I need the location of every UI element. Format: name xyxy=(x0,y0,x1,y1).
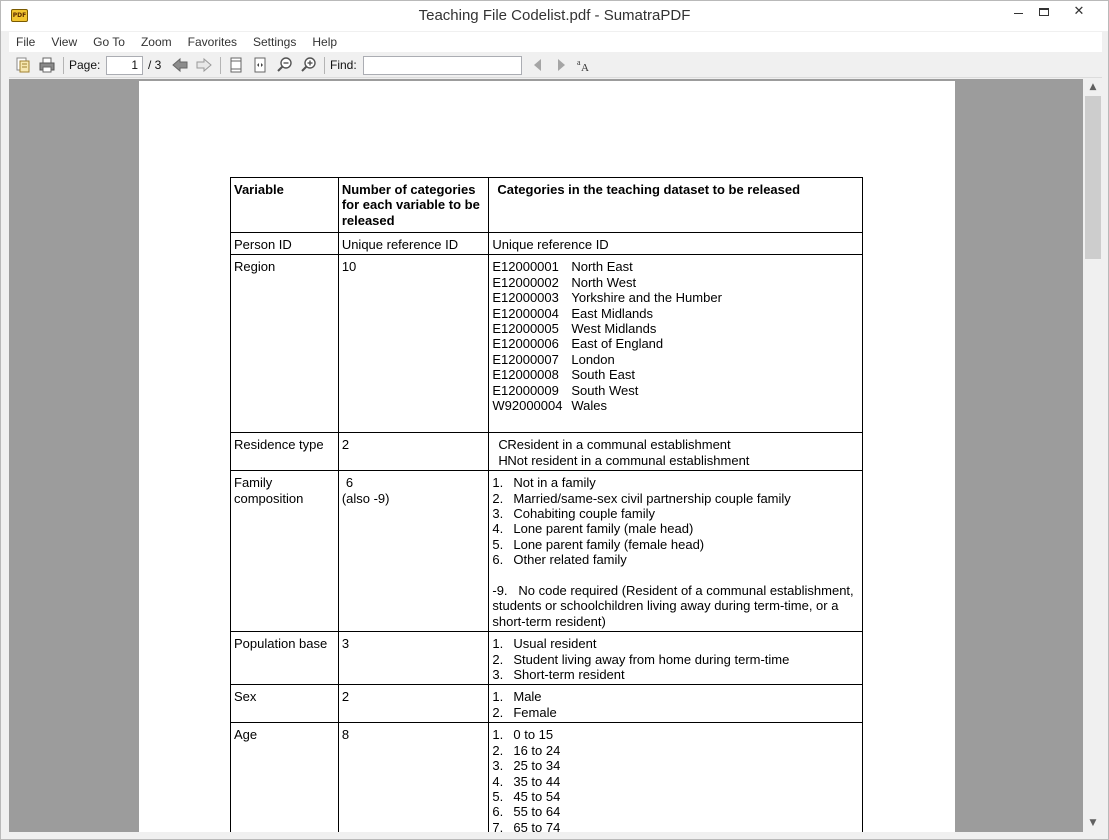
item-number: 1. xyxy=(492,636,504,652)
find-prev-icon[interactable] xyxy=(529,56,547,74)
item-number: 2. xyxy=(492,704,504,720)
item-text: Short-term resident xyxy=(513,667,625,683)
list-item xyxy=(492,689,859,704)
menu-zoom[interactable]: Zoom xyxy=(140,35,172,49)
region-name: East Midlands xyxy=(571,305,654,321)
item-text: Cohabiting couple family xyxy=(513,506,655,522)
page-label: Page: xyxy=(69,58,101,72)
close-icon: ✕ xyxy=(1073,4,1085,19)
menu-favorites[interactable]: Favorites xyxy=(187,35,237,49)
scroll-down-icon[interactable]: ▼ xyxy=(1089,818,1097,828)
item-number: 1. xyxy=(492,475,504,491)
region-name: North East xyxy=(571,259,633,275)
find-label: Find: xyxy=(330,58,357,72)
list-item xyxy=(492,383,859,398)
item-number: 1. xyxy=(492,727,504,743)
item-text: Student living away from home during term-time xyxy=(513,651,790,667)
menu-goto[interactable]: Go To xyxy=(93,35,125,49)
item-number: 5. xyxy=(492,536,504,552)
table-row-residence-type xyxy=(231,433,863,471)
item-text: 55 to 64 xyxy=(513,804,561,820)
item-number: 3. xyxy=(492,506,504,522)
region-code: E12000003 xyxy=(492,290,559,306)
cell-variable: Person ID xyxy=(231,233,339,255)
count-note: (also -9) xyxy=(341,490,390,506)
item-text: Female xyxy=(513,704,557,720)
list-item xyxy=(492,259,859,274)
page-number-input[interactable]: 1 xyxy=(106,56,143,75)
table-header-row xyxy=(231,178,863,233)
header-variable: Variable xyxy=(231,178,339,233)
list-item xyxy=(492,437,859,452)
cell-count: 8 xyxy=(338,723,489,832)
list-item xyxy=(492,398,859,413)
item-text: 45 to 54 xyxy=(513,788,561,804)
item-text: 65 to 74 xyxy=(513,819,561,832)
region-code: E12000008 xyxy=(492,367,559,383)
item-text: Other related family xyxy=(513,552,627,568)
category-code: C xyxy=(498,437,508,453)
vertical-scrollbar[interactable] xyxy=(1084,79,1102,832)
item-number: 5. xyxy=(492,788,504,804)
find-input[interactable] xyxy=(363,56,522,75)
header-num-categories: Number of categories for each variable to be released xyxy=(338,178,489,233)
item-text: 0 to 15 xyxy=(513,727,554,743)
item-number: 2. xyxy=(492,490,504,506)
cell-categories xyxy=(489,685,863,723)
no-code-note: -9. No code required (Resident of a communal establishment, students or schoolchildren living away during term-time, or a short-term resident) xyxy=(492,583,858,629)
cell-count: 2 xyxy=(338,433,489,471)
prev-page-icon[interactable] xyxy=(171,56,189,74)
list-item xyxy=(492,789,859,804)
item-number: 3. xyxy=(492,667,504,683)
open-icon[interactable] xyxy=(14,56,32,74)
scroll-thumb[interactable] xyxy=(1085,96,1101,259)
region-code: E12000004 xyxy=(492,305,559,321)
zoom-out-icon[interactable] xyxy=(276,56,294,74)
list-item xyxy=(492,537,859,552)
item-number: 7. xyxy=(492,819,504,832)
list-item xyxy=(492,743,859,758)
next-page-icon[interactable] xyxy=(195,56,213,74)
list-item xyxy=(492,491,859,506)
list-item xyxy=(492,667,859,682)
list-item xyxy=(492,367,859,382)
menu-bar xyxy=(9,32,1102,52)
region-name: East of England xyxy=(571,336,664,352)
category-name: Not resident in a communal establishment xyxy=(507,452,750,468)
table-row-sex xyxy=(231,685,863,723)
list-item xyxy=(492,727,859,742)
list-item xyxy=(492,774,859,789)
list-item xyxy=(492,475,859,490)
maximize-icon xyxy=(1039,8,1049,16)
item-number: 2. xyxy=(492,742,504,758)
region-code: E12000002 xyxy=(492,274,559,290)
region-code: E12000009 xyxy=(492,382,559,398)
fit-page-icon[interactable] xyxy=(227,56,245,74)
maximize-button[interactable] xyxy=(1029,1,1059,25)
sumatra-logo-icon: PDF xyxy=(11,9,28,22)
cell-count: 10 xyxy=(338,255,489,433)
region-code: E12000007 xyxy=(492,351,559,367)
cell-count: Unique reference ID xyxy=(338,233,489,255)
list-item xyxy=(492,820,859,832)
cell-variable: Family composition xyxy=(231,471,339,632)
cell-categories: Unique reference ID xyxy=(489,233,863,255)
region-name: West Midlands xyxy=(571,321,657,337)
table-row-region xyxy=(231,255,863,433)
list-item xyxy=(492,705,859,720)
region-name: Wales xyxy=(571,398,607,414)
toolbar-separator xyxy=(63,57,64,74)
cell-variable: Region xyxy=(231,255,339,433)
item-number: 6. xyxy=(492,804,504,820)
cell-variable: Population base xyxy=(231,632,339,685)
list-item xyxy=(492,306,859,321)
document-viewport[interactable] xyxy=(9,79,1083,832)
region-name: North West xyxy=(571,274,637,290)
cell-variable: Age xyxy=(231,723,339,832)
item-text: Usual resident xyxy=(513,636,597,652)
item-text: Not in a family xyxy=(513,475,596,491)
page-total: / 3 xyxy=(148,58,162,72)
list-item xyxy=(492,552,859,567)
toolbar xyxy=(9,53,1102,78)
item-number: 3. xyxy=(492,758,504,774)
svg-text:a: a xyxy=(577,58,581,67)
list-item xyxy=(492,352,859,367)
category-code: H xyxy=(498,452,508,468)
minimize-icon xyxy=(1014,13,1023,14)
menu-settings[interactable]: Settings xyxy=(253,35,297,49)
item-number: 4. xyxy=(492,773,504,789)
list-item xyxy=(492,758,859,773)
item-number: 2. xyxy=(492,651,504,667)
print-icon[interactable] xyxy=(38,56,56,74)
item-text: Lone parent family (female head) xyxy=(513,536,705,552)
menu-file[interactable]: File xyxy=(16,35,36,49)
item-number: 6. xyxy=(492,552,504,568)
zoom-in-icon[interactable] xyxy=(300,56,318,74)
region-name: South East xyxy=(571,367,635,383)
list-item xyxy=(492,804,859,819)
count-value: 6 xyxy=(345,475,354,491)
list-item xyxy=(492,290,859,305)
item-text: Married/same-sex civil partnership couple family xyxy=(513,490,791,506)
table-row-age xyxy=(231,723,863,832)
region-name: London xyxy=(571,351,615,367)
cell-count: 2 xyxy=(338,685,489,723)
item-number: 1. xyxy=(492,689,504,705)
region-code: E12000005 xyxy=(492,321,559,337)
item-text: Lone parent family (male head) xyxy=(513,521,694,537)
region-name: Yorkshire and the Humber xyxy=(571,290,722,306)
table-row-person-id xyxy=(231,233,863,255)
table-row-population-base xyxy=(231,632,863,685)
svg-text:A: A xyxy=(581,62,589,74)
codelist-table xyxy=(230,177,863,832)
cell-categories xyxy=(489,255,863,433)
header-categories: Categories in the teaching dataset to be released xyxy=(489,178,863,233)
region-code: E12000001 xyxy=(492,259,559,275)
find-next-icon[interactable] xyxy=(552,56,570,74)
region-name: South West xyxy=(571,382,639,398)
list-item xyxy=(492,453,859,468)
toolbar-separator xyxy=(324,57,325,74)
scroll-up-icon[interactable]: ▲ xyxy=(1089,82,1097,92)
cell-variable: Residence type xyxy=(231,433,339,471)
title-bar xyxy=(1,1,1108,31)
toolbar-separator xyxy=(220,57,221,74)
window-title: Teaching File Codelist.pdf - SumatraPDF xyxy=(418,7,691,24)
cell-count xyxy=(338,471,489,632)
spacer xyxy=(492,568,859,583)
list-item xyxy=(492,275,859,290)
item-number: 4. xyxy=(492,521,504,537)
list-item xyxy=(492,652,859,667)
item-text: 35 to 44 xyxy=(513,773,561,789)
pdf-page xyxy=(139,81,955,832)
cell-categories xyxy=(489,632,863,685)
list-item xyxy=(492,521,859,536)
list-item xyxy=(492,506,859,521)
item-text: 16 to 24 xyxy=(513,742,561,758)
region-code: W92000004 xyxy=(492,398,563,414)
item-text: Male xyxy=(513,689,542,705)
table-row-family-composition xyxy=(231,471,863,632)
category-name: Resident in a communal establishment xyxy=(507,437,731,453)
list-item xyxy=(492,336,859,351)
menu-help[interactable]: Help xyxy=(312,35,338,49)
cell-count: 3 xyxy=(338,632,489,685)
match-case-icon[interactable] xyxy=(575,56,593,74)
region-code: E12000006 xyxy=(492,336,559,352)
cell-categories xyxy=(489,433,863,471)
fit-width-icon[interactable] xyxy=(251,56,269,74)
cell-categories xyxy=(489,723,863,832)
close-button[interactable] xyxy=(1056,1,1102,25)
list-item xyxy=(492,321,859,336)
item-text: 25 to 34 xyxy=(513,758,561,774)
list-item xyxy=(492,636,859,651)
cell-categories xyxy=(489,471,863,632)
menu-view[interactable]: View xyxy=(51,35,78,49)
cell-variable: Sex xyxy=(231,685,339,723)
